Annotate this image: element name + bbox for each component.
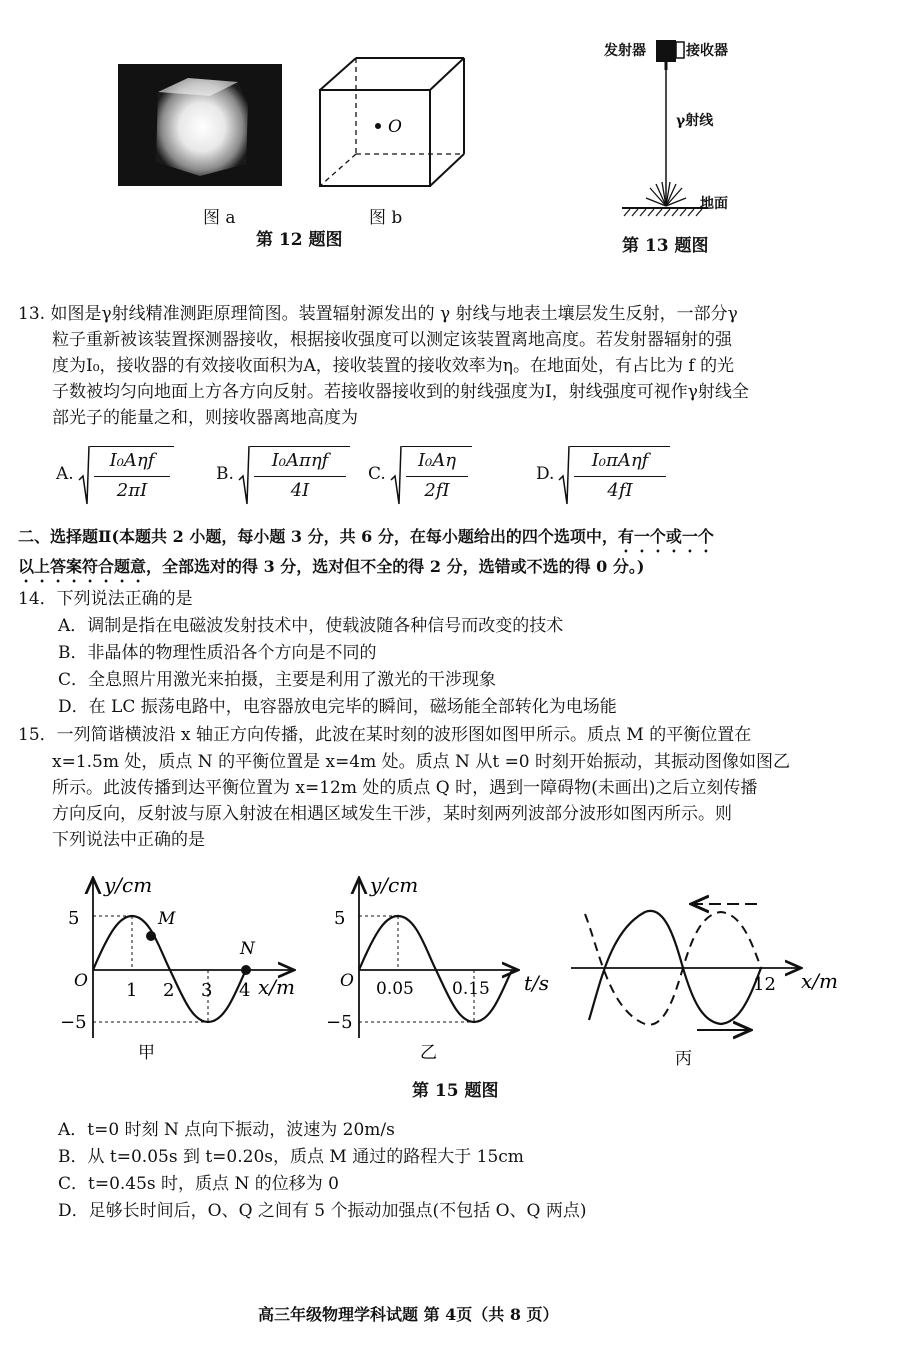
q13-option-a-den: 2πI <box>116 480 148 501</box>
q13-option-a-label: A. <box>56 464 74 484</box>
yi-ytick-neg5: −5 <box>326 1012 353 1033</box>
figure-12-cube <box>312 52 472 192</box>
fig13-caption: 第 13 题图 <box>622 236 709 256</box>
jia-xtick-3: 3 <box>201 980 213 1001</box>
fig12-caption: 第 12 题图 <box>256 230 343 250</box>
jia-ytick-neg5: −5 <box>60 1012 87 1033</box>
jia-origin: O <box>74 971 88 991</box>
q15-line-1: 15．一列简谐横波沿 x 轴正方向传播，此波在某时刻的波形图如图甲所示。质点 M 的平衡位置在 <box>18 725 752 745</box>
fig13-emitter-label: 发射器 <box>604 43 646 59</box>
jia-name: 甲 <box>138 1043 155 1063</box>
sqrt-icon <box>78 444 90 506</box>
q14-option-a[interactable]: A．调制是指在电磁波发射技术中，使载波随各种信号而改变的技术 <box>58 616 564 636</box>
q15-option-a[interactable]: A．t=0 时刻 N 点向下振动，波速为 20m/s <box>58 1120 395 1140</box>
section2-line-2b: ，全部选对的得 3 分，选对但不全的得 2 分，选错或不选的得 0 分。) <box>146 557 645 576</box>
sqrt-icon <box>390 444 402 506</box>
section2-line-1 <box>18 524 714 556</box>
q15-line-2: x=1.5m 处，质点 N 的平衡位置是 x=4m 处。质点 N 从t =0 时刻开始振动，其振动图像如图乙 <box>52 752 791 772</box>
q13-line-2: 粒子重新被该装置探测器接收，根据接收强度可以测定该装置离地高度。若发射器辐射的强 <box>52 330 732 350</box>
fig13-ground-label: 地面 <box>700 196 728 212</box>
q13-option-d-num: I₀πAηf <box>591 450 649 471</box>
yi-name: 乙 <box>420 1043 437 1063</box>
glowing-cube-image <box>118 64 282 186</box>
sqrt-icon <box>238 444 250 506</box>
bing-name: 丙 <box>675 1049 692 1069</box>
q13-line-5: 部光子的能量之和，则接收器离地高度为 <box>52 408 358 428</box>
fig12-label-b: 图 b <box>369 208 403 228</box>
section2-line-1a: 二、选择题Ⅱ(本题共 2 小题，每小题 3 分，共 6 分，在每小题给出的四个选项中， <box>18 527 618 546</box>
q13-option-a-num: I₀Aηf <box>109 450 155 471</box>
device-body <box>656 40 676 62</box>
figure-15-jia <box>60 870 320 1070</box>
jia-xlabel: x/m <box>258 975 295 999</box>
q13-option-d-den: 4fI <box>607 480 633 501</box>
q13-line-1: 13. 如图是γ射线精准测距原理简图。装置辐射源发出的 γ 射线与地表土壤层发生反射，一部分γ <box>18 304 738 324</box>
q13-line-4: 子数被均匀向地面上方各方向反射。若接收器接收到的射线强度为I，射线强度可视作γ射线全 <box>52 382 749 402</box>
q14-option-b[interactable]: B．非晶体的物理性质沿各个方向是不同的 <box>58 643 377 663</box>
jia-wave-curve <box>93 916 246 1022</box>
jia-ylabel: y/cm <box>104 873 153 897</box>
section2-line-1b: 有一个或一个 <box>617 527 714 546</box>
jia-xtick-4: 4 <box>239 980 251 1001</box>
point-o-label: O <box>388 117 402 137</box>
bing-xlabel: x/m <box>801 969 838 993</box>
fig12-label-a: 图 a <box>203 208 236 228</box>
q13-option-c-den: 2fI <box>424 480 450 501</box>
yi-xlabel: t/s <box>524 971 550 995</box>
yi-vibration-curve <box>359 916 512 1022</box>
q13-option-b-den: 4I <box>290 480 310 501</box>
receiver-block <box>676 42 684 58</box>
q13-option-c-num: I₀Aη <box>417 450 457 471</box>
yi-origin: O <box>340 971 354 991</box>
q13-option-a[interactable] <box>56 444 206 506</box>
jia-n-label: N <box>240 939 255 959</box>
q13-option-d-label: D. <box>536 464 555 484</box>
fig13-receiver-label: 接收器 <box>686 43 728 59</box>
q14-stem: 14．下列说法正确的是 <box>18 589 193 609</box>
q13-option-b-num: I₀Aπηf <box>271 450 329 471</box>
yi-xtick-015: 0.15 <box>452 979 490 999</box>
q13-line-3: 度为I₀，接收器的有效接收面积为A，接收装置的接收效率为η。在地面处，有占比为 f 的光 <box>52 356 735 376</box>
point-o-dot <box>375 123 381 129</box>
q13-option-d[interactable] <box>536 444 686 506</box>
jia-point-m <box>146 931 156 941</box>
section2-line-2a: 以上答案符合题意 <box>18 557 147 576</box>
figure-12-photo <box>118 64 282 186</box>
q15-line-4: 方向反向，反射波与原入射波在相遇区域发生干涉，某时刻两列波部分波形如图丙所示。则 <box>52 804 732 824</box>
q15-option-b[interactable]: B．从 t=0.05s 到 t=0.20s，质点 M 通过的路程大于 15cm <box>58 1147 524 1167</box>
figure-15-yi <box>312 870 572 1070</box>
q13-option-b[interactable] <box>216 444 366 506</box>
yi-xtick-005: 0.05 <box>376 979 414 999</box>
bing-xtick-12: 12 <box>753 974 776 995</box>
jia-xtick-1: 1 <box>126 980 138 1001</box>
yi-ylabel: y/cm <box>370 873 419 897</box>
fig13-ray-label: γ射线 <box>676 113 714 129</box>
fig15-caption: 第 15 题图 <box>412 1081 499 1101</box>
q13-option-b-label: B. <box>216 464 234 484</box>
jia-m-label: M <box>158 909 176 929</box>
q15-line-3: 所示。此波传播到达平衡位置为 x=12m 处的质点 Q 时，遇到一障碍物(未画出)之后立刻传播 <box>52 778 758 798</box>
q14-option-c[interactable]: C．全息照片用激光来拍摄，主要是利用了激光的干涉现象 <box>58 670 497 690</box>
sqrt-icon <box>558 444 570 506</box>
page-footer: 高三年级物理学科试题 第 4页（共 8 页） <box>258 1305 559 1324</box>
section2-line-2 <box>18 554 644 586</box>
q13-option-c-label: C. <box>368 464 386 484</box>
jia-point-n <box>241 965 251 975</box>
figure-15-bing <box>565 870 865 1070</box>
q15-line-5: 下列说法中正确的是 <box>52 830 205 850</box>
q15-option-c[interactable]: C．t=0.45s 时，质点 N 的位移为 0 <box>58 1174 339 1194</box>
jia-xtick-2: 2 <box>163 980 175 1001</box>
yi-ytick-5: 5 <box>334 908 346 929</box>
q14-option-d[interactable]: D．在 LC 振荡电路中，电容器放电完毕的瞬间，磁场能全部转化为电场能 <box>58 697 617 717</box>
jia-ytick-5: 5 <box>68 908 80 929</box>
q15-option-d[interactable]: D．足够长时间后，O、Q 之间有 5 个振动加强点(不包括 O、Q 两点) <box>58 1201 587 1221</box>
ground-hatch <box>624 209 702 216</box>
q13-option-c[interactable] <box>368 444 498 506</box>
